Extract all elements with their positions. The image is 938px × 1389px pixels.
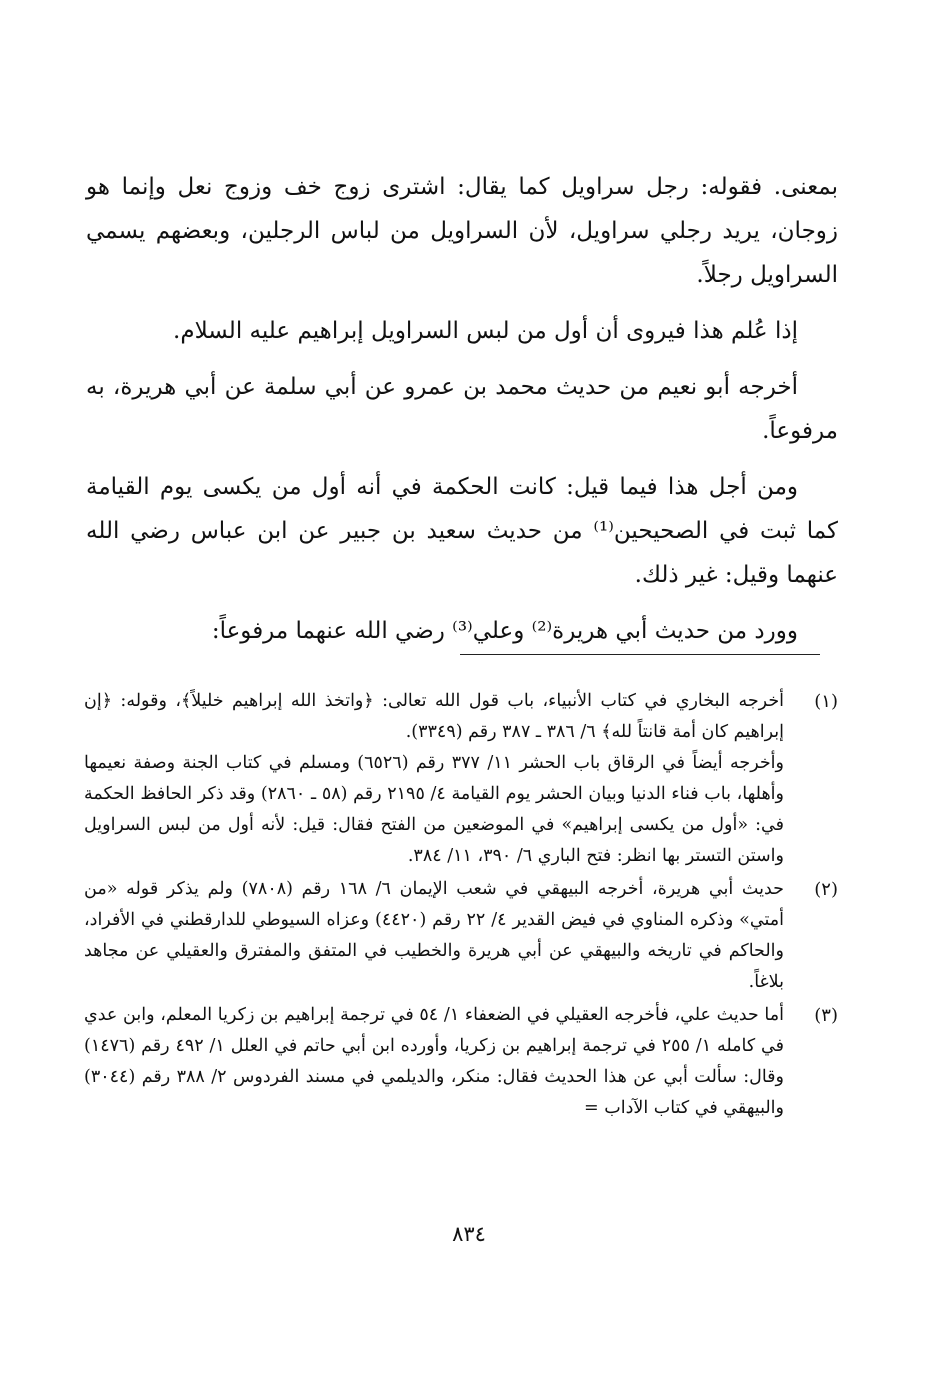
main-paragraph: بمعنى. فقوله: رجل سراويل كما يقال: اشترى زوج خف وزوج نعل وإنما هو زوجان، يريد رجلي سراويل، لأن السراويل من لباس الرجلين، وبعضهم يسمي السراويل رجلاً. [86, 174, 838, 288]
page-number: ٨٣٤ [452, 1222, 486, 1246]
footnote-body [84, 874, 784, 998]
footnote-body [84, 1000, 784, 1124]
footnote-1 [84, 686, 838, 872]
footnote-text: حديث أبي هريرة، أخرجه البيهقي في شعب الإيمان ٦/ ١٦٨ رقم (٧٨٠٨) ولم يذكر قوله «من أمتي» وذكره المناوي في فيض القدير ٤/ ٢٢ رقم (٤٤٢٠) وعزاه السيوطي للدارقطني في الأفراد، والحاكم في تاريخه والبيهقي عن أبي هريرة والخطيب في المتفق والمفترق والعقيلي عن مجاهد بلاغاً. [84, 879, 784, 992]
footnote-number: (٢) [814, 879, 838, 900]
footnote-text: أخرجه البخاري في كتاب الأنبياء، باب قول الله تعالى: ﴿واتخذ الله إبراهيم خليلاً﴾، وقوله: ﴿إن إبراهيم كان أمة قانتاً لله﴾ ٦/ ٣٨٦ ـ ٣٨٧ رقم (٣٣٤٩). [84, 691, 784, 742]
main-text [86, 165, 838, 653]
main-paragraph: أخرجه أبو نعيم من حديث محمد بن عمرو عن أبي سلمة عن أبي هريرة، به مرفوعاً. [86, 374, 838, 444]
footnote-3 [84, 1000, 838, 1124]
main-paragraph: وورد من حديث أبي هريرة⁽²⁾ وعلي⁽³⁾ رضي الله عنهما مرفوعاً: [211, 618, 798, 644]
footnote-number: (١) [814, 691, 838, 712]
main-paragraph: إذا عُلم هذا فيروى أن أول من لبس السراويل إبراهيم عليه السلام. [173, 318, 798, 344]
footnote-text: أما حديث علي، فأخرجه العقيلي في الضعفاء ١/ ٥٤ في ترجمة إبراهيم بن زكريا المعلم، وابن عدي في كامله ١/ ٢٥٥ في ترجمة إبراهيم بن زكريا، وأورده ابن أبي حاتم في العلل ١/ ٤٩٢ رقم (١٤٧٦) وقال: سألت أبي عن هذا الحديث فقال: منكر، والديلمي في مسند الفردوس ٢/ ٣٨٨ رقم (٣٠٤٤) والبيهقي في كتاب الآداب = [84, 1005, 784, 1118]
footnote-text: وأخرجه أيضاً في الرقاق باب الحشر ١١/ ٣٧٧ رقم (٦٥٢٦) ومسلم في كتاب الجنة وصفة نعيمها وأهلها، باب فناء الدنيا وبيان الحشر يوم القيامة ٤/ ٢١٩٥ رقم (٥٨ ـ ٢٨٦٠) وقد ذكر الحافظ الحكمة في: «أول من يكسى إبراهيم» في الموضعين من الفتح فقال: قيل: لأنه أول من لبس السراويل واستن التستر بها انظر: فتح الباري ٦/ ٣٩٠، ١١/ ٣٨٤. [84, 753, 784, 866]
footnote-body [84, 686, 784, 872]
footnotes [84, 686, 838, 1126]
footnote-separator [460, 654, 820, 655]
footnote-2 [84, 874, 838, 998]
footnote-number: (٣) [814, 1005, 838, 1026]
main-paragraph: ومن أجل هذا فيما قيل: كانت الحكمة في أنه أول من يكسى يوم القيامة كما ثبت في الصحيحين⁽¹⁾ من حديث سعيد بن جبير عن ابن عباس رضي الله عنهما وقيل: غير ذلك. [86, 474, 838, 588]
